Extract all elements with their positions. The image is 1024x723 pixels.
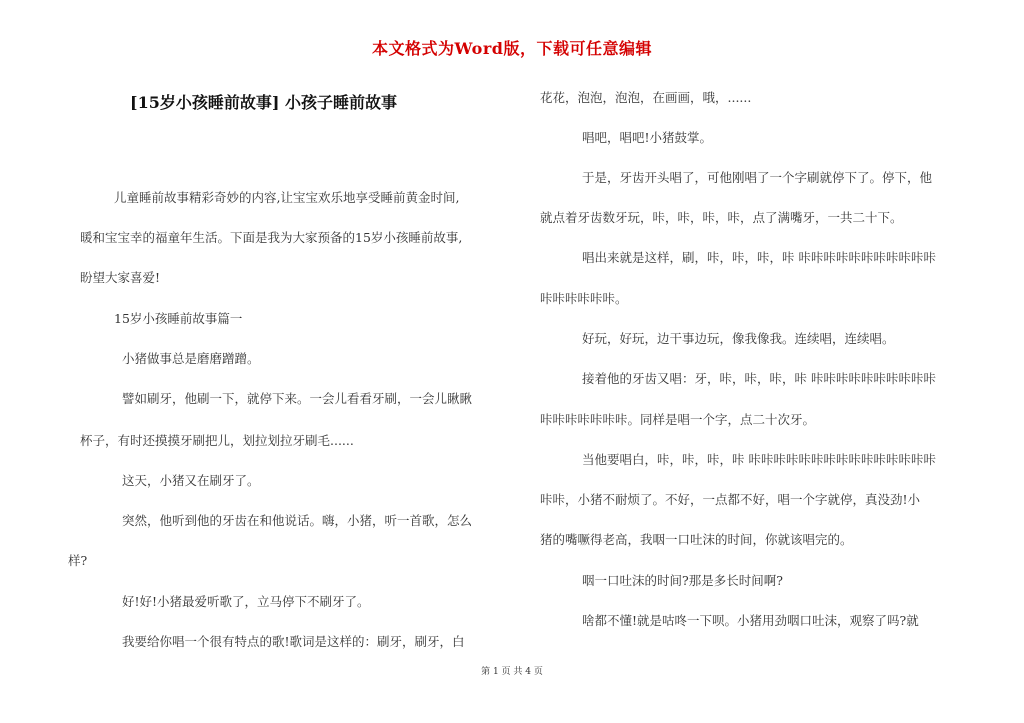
paragraph-line: 咽一口吐沫的时间?那是多长时间啊?	[582, 573, 783, 588]
paragraph-line: 当他要唱白，咔，咔，咔，咔 咔咔咔咔咔咔咔咔咔咔咔咔咔咔咔	[582, 452, 936, 467]
paragraph-line: 接着他的牙齿又唱：牙，咔，咔，咔，咔 咔咔咔咔咔咔咔咔咔咔	[582, 371, 936, 386]
paragraph-line: 杯子，有时还摸摸牙刷把儿，划拉划拉牙刷毛......	[80, 433, 354, 448]
page-number-footer: 第 1 页 共 4 页	[481, 667, 543, 677]
article-title: [15岁小孩睡前故事] 小孩子睡前故事	[130, 93, 397, 112]
paragraph-line: 唱出来就是这样，刷，咔，咔，咔，咔 咔咔咔咔咔咔咔咔咔咔咔	[582, 250, 936, 265]
paragraph-line: 花花，泡泡，泡泡，在画画，哦，......	[540, 90, 752, 105]
paragraph-line: 譬如刷牙，他刷一下，就停下来。一会儿看看牙刷，一会儿瞅瞅	[122, 391, 473, 406]
paragraph-line: 突然，他听到他的牙齿在和他说话。嗨，小猪，听一首歌，怎么	[122, 513, 473, 528]
paragraph-line: 好玩，好玩，边干事边玩，像我像我。连续唱，连续唱。	[582, 331, 895, 346]
paragraph-line: 暖和宝宝幸的福童年生活。下面是我为大家预备的15岁小孩睡前故事,	[80, 230, 463, 245]
paragraph-line: 儿童睡前故事精彩奇妙的内容,让宝宝欢乐地享受睡前黄金时间,	[114, 190, 460, 205]
paragraph-line: 好!好!小猪最爱听歌了，立马停下不刷牙了。	[122, 594, 370, 609]
paragraph-line: 盼望大家喜爱!	[80, 270, 161, 285]
paragraph-line: 咔咔咔咔咔咔咔。同样是唱一个字，点二十次牙。	[540, 412, 816, 427]
paragraph-line: 于是，牙齿开头唱了，可他刚唱了一个字刷就停下了。停下，他	[582, 170, 933, 185]
paragraph-line: 这天，小猪又在刷牙了。	[122, 473, 260, 488]
paragraph-line: 啥都不懂!就是咕咚一下呗。小猪用劲咽口吐沫，观察了吗?就	[582, 613, 919, 628]
paragraph-line: 咔咔，小猪不耐烦了。不好，一点都不好，唱一个字就停，真没劲!小	[540, 492, 921, 507]
paragraph-line: 就点着牙齿数牙玩，咔，咔，咔，咔，点了满嘴牙，一共二十下。	[540, 210, 903, 225]
word-format-banner: 本文格式为Word版，下载可任意编辑	[372, 39, 652, 58]
paragraph-line: 猪的嘴噘得老高，我咽一口吐沫的时间，你就该唱完的。	[540, 532, 853, 547]
paragraph-line: 咔咔咔咔咔咔。	[540, 291, 628, 306]
paragraph-line: 我要给你唱一个很有特点的歌!歌词是这样的：刷牙，刷牙，白	[122, 634, 465, 649]
paragraph-line: 小猪做事总是磨磨蹭蹭。	[122, 351, 260, 366]
section-heading: 15岁小孩睡前故事篇一	[114, 311, 243, 326]
paragraph-line: 样?	[68, 553, 88, 568]
paragraph-line: 唱吧，唱吧!小猪鼓掌。	[582, 130, 713, 145]
